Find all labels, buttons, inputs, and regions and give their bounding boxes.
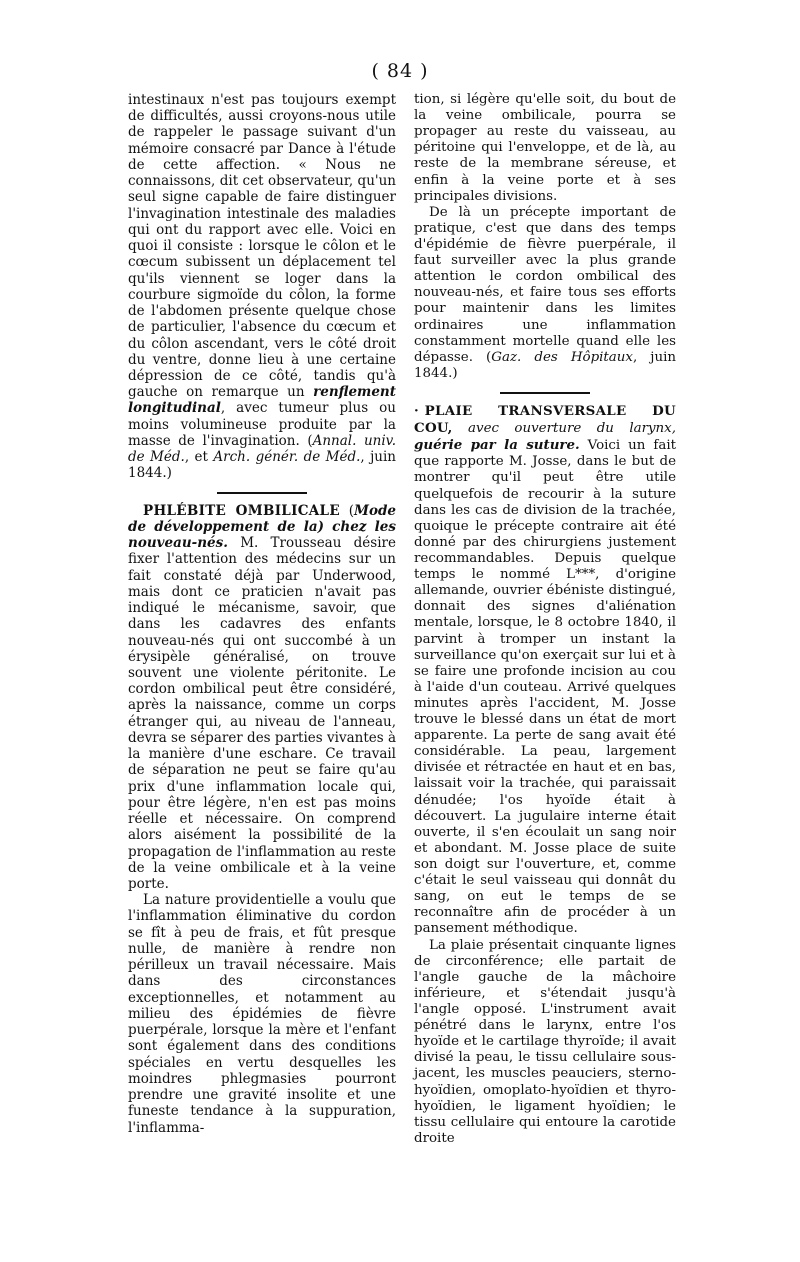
paragraph-nature: La nature providentielle a voulu que l'inflammation éliminative du cordon se fît à peu de frais, et fût presque nulle, de manière à rendre non périlleux un travail nécessaire. Mais dans des circonstances exceptionnelles, et notamment au milieu des épidémies de fièvre puerpérale, lorsque la mère et l'enfant sont également dans des conditions spéciales en vertu desquelles les moindres phlegmasies pourront prendre une gravité insolite et une funeste tendance à la suppuration, l'inflamma- [128, 892, 396, 1136]
text: ( [339, 502, 355, 519]
emphasis: renflement longitudinal [128, 384, 396, 417]
text: , juin 1844.) [128, 449, 397, 482]
article-text: M. Trousseau désire fixer l'attention des médecins sur un fait constaté déjà par Underwood, mais dont ce praticien n'avait pas indiqué le mécanisme, savoir, que dans les cadavres des enfants nouveau-nés qui ont succombé à un érysipèle généralisé, on trouve souvent une violente péritonite. Le cordon ombilical peut être considéré, après la naissance, comme un corps étranger qui, au niveau de l'anneau, devra se séparer des parties vivantes à la manière d'une eschare. Ce travail de séparation ne peut se faire qu'au prix d'une inflammation locale qui, pour être légère, n'en est pas moins réelle et nécessaire. On comprend alors aisément la possibilité de la propagation de l'inflammation au reste de la veine ombilicale et à la veine porte. [128, 535, 396, 893]
paragraph-precept [414, 205, 676, 382]
paragraph-continuation: tion, si légère qu'elle soit, du bout de la veine ombilicale, pourra se propager au reste du vaisseau, au péritoine qui l'enveloppe, et de là, au reste de la membrane séreuse, et enfin à la veine porte et à ses principales divisions. [414, 92, 676, 204]
section-divider [217, 492, 307, 494]
page-number: ( 84 ) [371, 60, 429, 82]
paragraph-wound: La plaie présentait cinquante lignes de circonférence; elle partait de l'angle gauche de la mâchoire inférieure, et s'étendait jusqu'à l'angle opposé. L'instrument avait pénétré dans le larynx, entre l'os hyoïde et le cartilage thyroïde; il avait divisé la peau, le tissu cellulaire sous-jacent, les muscles peauciers, sterno-hyoïdien, omoplato-hyoïdien et thyro-hyoïdien, le ligament hyoïdien; le tissu cellulaire qui entoure la carotide droite [414, 937, 676, 1146]
text: , avec tumeur plus ou moins volumineuse produite par la masse de l'invagination. ( [128, 400, 396, 449]
article-phlebite [128, 503, 396, 893]
text: , juin 1844.) [414, 349, 676, 381]
article-plaie [414, 403, 676, 938]
text: De là un précepte important de pratique, c'est que dans des temps d'épidémie de fièvre puerpérale, il faut surveiller avec la plus grande attention le cordon ombilical des nouveau-nés, et faire tous ses efforts pour maintenir dans les limites ordinaires une inflammation constamment mortelle quand elle les dépasse. ( [414, 204, 676, 365]
article-subtitle: Mode de développement de la) chez les nouveau-nés. [128, 502, 396, 552]
text: , et [184, 449, 214, 466]
article-text: Voici un fait que rapporte M. Josse, dans le but de montrer qu'il peut être utile quelquefois de recourir à la suture dans les cas de division de la trachée, quoique le précepte contraire ait été donné par des chirurgiens justement recommandables. Depuis quelque temps le nommé L***, d'origine allemande, ouvrier ébéniste distingué, donnait des signes d'aliénation mentale, lorsque, le 8 octobre 1840, il parvint à tromper un instant la surveillance qu'on exerçait sur lui et à se faire une profonde incision au cou à l'aide d'un couteau. Arrivé quelques minutes après l'accident, M. Josse trouve le blessé dans un état de mort apparente. La perte de sang avait été considérable. La peau, largement divisée et rétractée en haut et en bas, laissait voir la trachée, qui paraissait dénudée; l'os hyoïde était à découvert. La jugulaire interne était ouverte, il s'en écoulait un sang noir et abondant. M. Josse place de suite son doigt sur l'ouverture, et, comme c'était le seul vaisseau qui donnât du sang, on eut le temps de se reconnaître afin de procéder à un pansement méthodique. [414, 438, 676, 937]
citation: Annal. univ. de Méd. [128, 432, 396, 466]
text: intestinaux n'est pas toujours exempt de difficultés, aussi croyons-nous utile de rappeler le passage suivant d'un mémoire consacré par Dance à l'étude de cette affection. « Nous ne connaissons, dit cet observateur, qu'un seul signe capable de faire distinguer l'invagination intestinale des maladies qui ont du rapport avec elle. Voici en quoi il consiste : lorsque le côlon et le cœcum subissent un déplacement tel qu'ils viennent se loger dans la courbure sigmoïde du côlon, la forme de l'abdomen présente quelque chose de particulier, l'absence du cœcum et du côlon ascendant, vers le côté droit du ventre, donne lieu à une certaine dépression de ce côté, tandis qu'à gauche on remarque un [128, 92, 396, 401]
article-headline: PLAIE TRANSVERSALE DU COU, [414, 402, 676, 437]
left-column [128, 92, 396, 1136]
right-column [414, 92, 676, 1147]
article-subtitle: guérie par la suture. [414, 437, 580, 454]
citation: Gaz. des Hôpitaux [491, 349, 633, 365]
paragraph-invagination [128, 92, 396, 482]
bullet-mark: · [414, 402, 419, 419]
article-subtitle: avec ouverture du larynx, [452, 421, 676, 437]
citation: Arch. génér. de Méd. [213, 449, 361, 466]
article-headline: PHLÉBITE OMBILICALE [143, 502, 340, 519]
section-divider [500, 392, 590, 394]
